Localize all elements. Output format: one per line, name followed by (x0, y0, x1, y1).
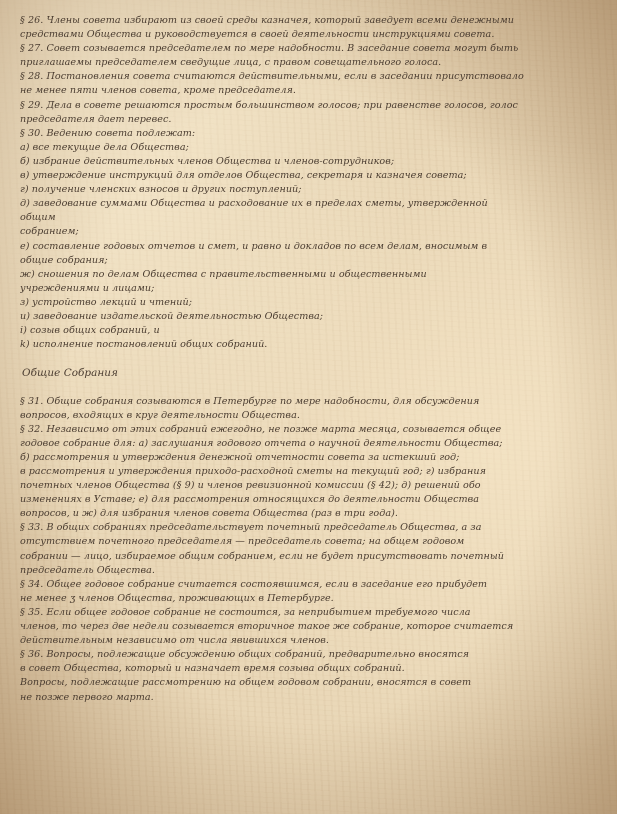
text-line: собрании — лицо, избираемое общим собранием, если не будет присутствовать почетный (20, 550, 504, 562)
text-line: § 27. Совет созывается председателем по мере надобности. В заседание совета могут быть (20, 43, 519, 55)
text-line: Вопросы, подлежащие рассмотрению на общем годовом собрании, вносятся в совет (20, 677, 472, 689)
text-line: приглашаемы председателем сведущие лица, с правом совещательного голоса. (20, 57, 442, 69)
text-line: отсутствием почетного председателя — председатель совета; на общем годовом (20, 536, 465, 548)
text-line: общие собрания; (20, 254, 108, 266)
text-line: д) заведование суммами Общества и расходование их в пределах сметы, утвержденной (20, 198, 488, 210)
text-line: § 30. Ведению совета подлежат: (20, 127, 196, 139)
charter-page (20, 14, 602, 804)
text-line: в) утверждение инструкций для отделов Общества, секретаря и казначея совета; (20, 170, 467, 182)
text-line: г) получение членских взносов и других поступлений; (20, 184, 302, 196)
text-line: собранием; (20, 226, 79, 238)
text-line: годовое собрание для: а) заслушания годового отчета о научной деятельности Общества; (20, 437, 503, 449)
text-line: учреждениями и лицами; (20, 282, 155, 294)
text-line: изменениях в Уставе; е) для рассмотрения относящихся до деятельности Общества (20, 494, 480, 506)
text-line: не менее ʒ членов Общества, проживающих в Петербурге. (20, 592, 334, 604)
text-line: не позже первого марта. (20, 691, 154, 703)
text-line: § 31. Общие собрания созываются в Петербурге по мере надобности, для обсуждения (20, 395, 480, 407)
text-line: а) все текущие дела Общества; (20, 141, 189, 153)
text-line: е) составление годовых отчетов и смет, и равно и докладов по всем делам, вносимым в (20, 240, 488, 252)
text-line: § 26. Члены совета избирают из своей среды казначея, который заведует всеми денежными (20, 15, 515, 26)
text-line: вопросов, и ж) для избрания членов совета Общества (раз в три года). (20, 508, 399, 520)
text-line: з) устройство лекций и чтений; (20, 296, 193, 308)
text-line: § 35. Если общее годовое собрание не состоится, за неприбытием требуемого числа (20, 606, 471, 618)
text-line: вопросов, входящих в круг деятельности Общества. (20, 409, 300, 421)
text-line: в рассмотрения и утверждения приходо-расходной сметы на текущий год; г) избрания (20, 466, 486, 477)
text-line: средствами Общества и руководствуется в своей деятельности инструкциями совета. (20, 29, 495, 41)
section-heading: Общие Собрания (22, 367, 118, 380)
text-line: § 36. Вопросы, подлежащие обсуждению общих собраний, предварительно вносятся (20, 649, 470, 661)
text-line: в совет Общества, который и назначает время созыва общих собраний. (20, 663, 405, 675)
text-line: действительным независимо от числа явившихся членов. (20, 635, 330, 647)
blank-line (20, 352, 602, 366)
text-line: общим (20, 212, 56, 224)
council-section (20, 14, 602, 352)
text-line: не менее пяти членов совета, кроме председателя. (20, 85, 297, 97)
blank-line (20, 380, 602, 394)
text-line: § 28. Постановления совета считаются действительными, если в заседании присутствовало (20, 71, 524, 83)
text-line: § 33. В общих собраниях председательствует почетный председатель Общества, а за (20, 522, 482, 534)
text-line: председателя дает перевес. (20, 113, 172, 125)
text-line: почетных членов Общества (§ 9) и членов ревизионной комиссии (§ 42); д) решений обо (20, 480, 481, 492)
text-line: председатель Общества. (20, 564, 156, 576)
text-line: § 29. Дела в совете решаются простым большинством голосов; при равенстве голосов, голос (20, 99, 518, 111)
text-line: k) исполнение постановлений общих собраний. (20, 339, 268, 351)
text-line: i) созыв общих собраний, и (20, 325, 160, 337)
text-line: § 32. Независимо от этих собраний ежегодно, не позже марта месяца, созывается общее (20, 423, 502, 435)
text-line: б) избрание действительных членов Общества и членов-сотрудников; (20, 155, 395, 167)
general-meetings-section (20, 395, 602, 705)
text-line: б) рассмотрения и утверждения денежной отчетности совета за истекший год; (20, 451, 460, 463)
text-line: членов, то через две недели созывается вторичное такое же собрание, которое считается (20, 621, 514, 633)
text-line: ж) сношения по делам Общества с правительственными и общественными (20, 268, 427, 280)
text-line: и) заведование издательской деятельностью Общества; (20, 310, 324, 322)
text-line: § 34. Общее годовое собрание считается состоявшимся, если в заседание его прибудет (20, 578, 488, 590)
